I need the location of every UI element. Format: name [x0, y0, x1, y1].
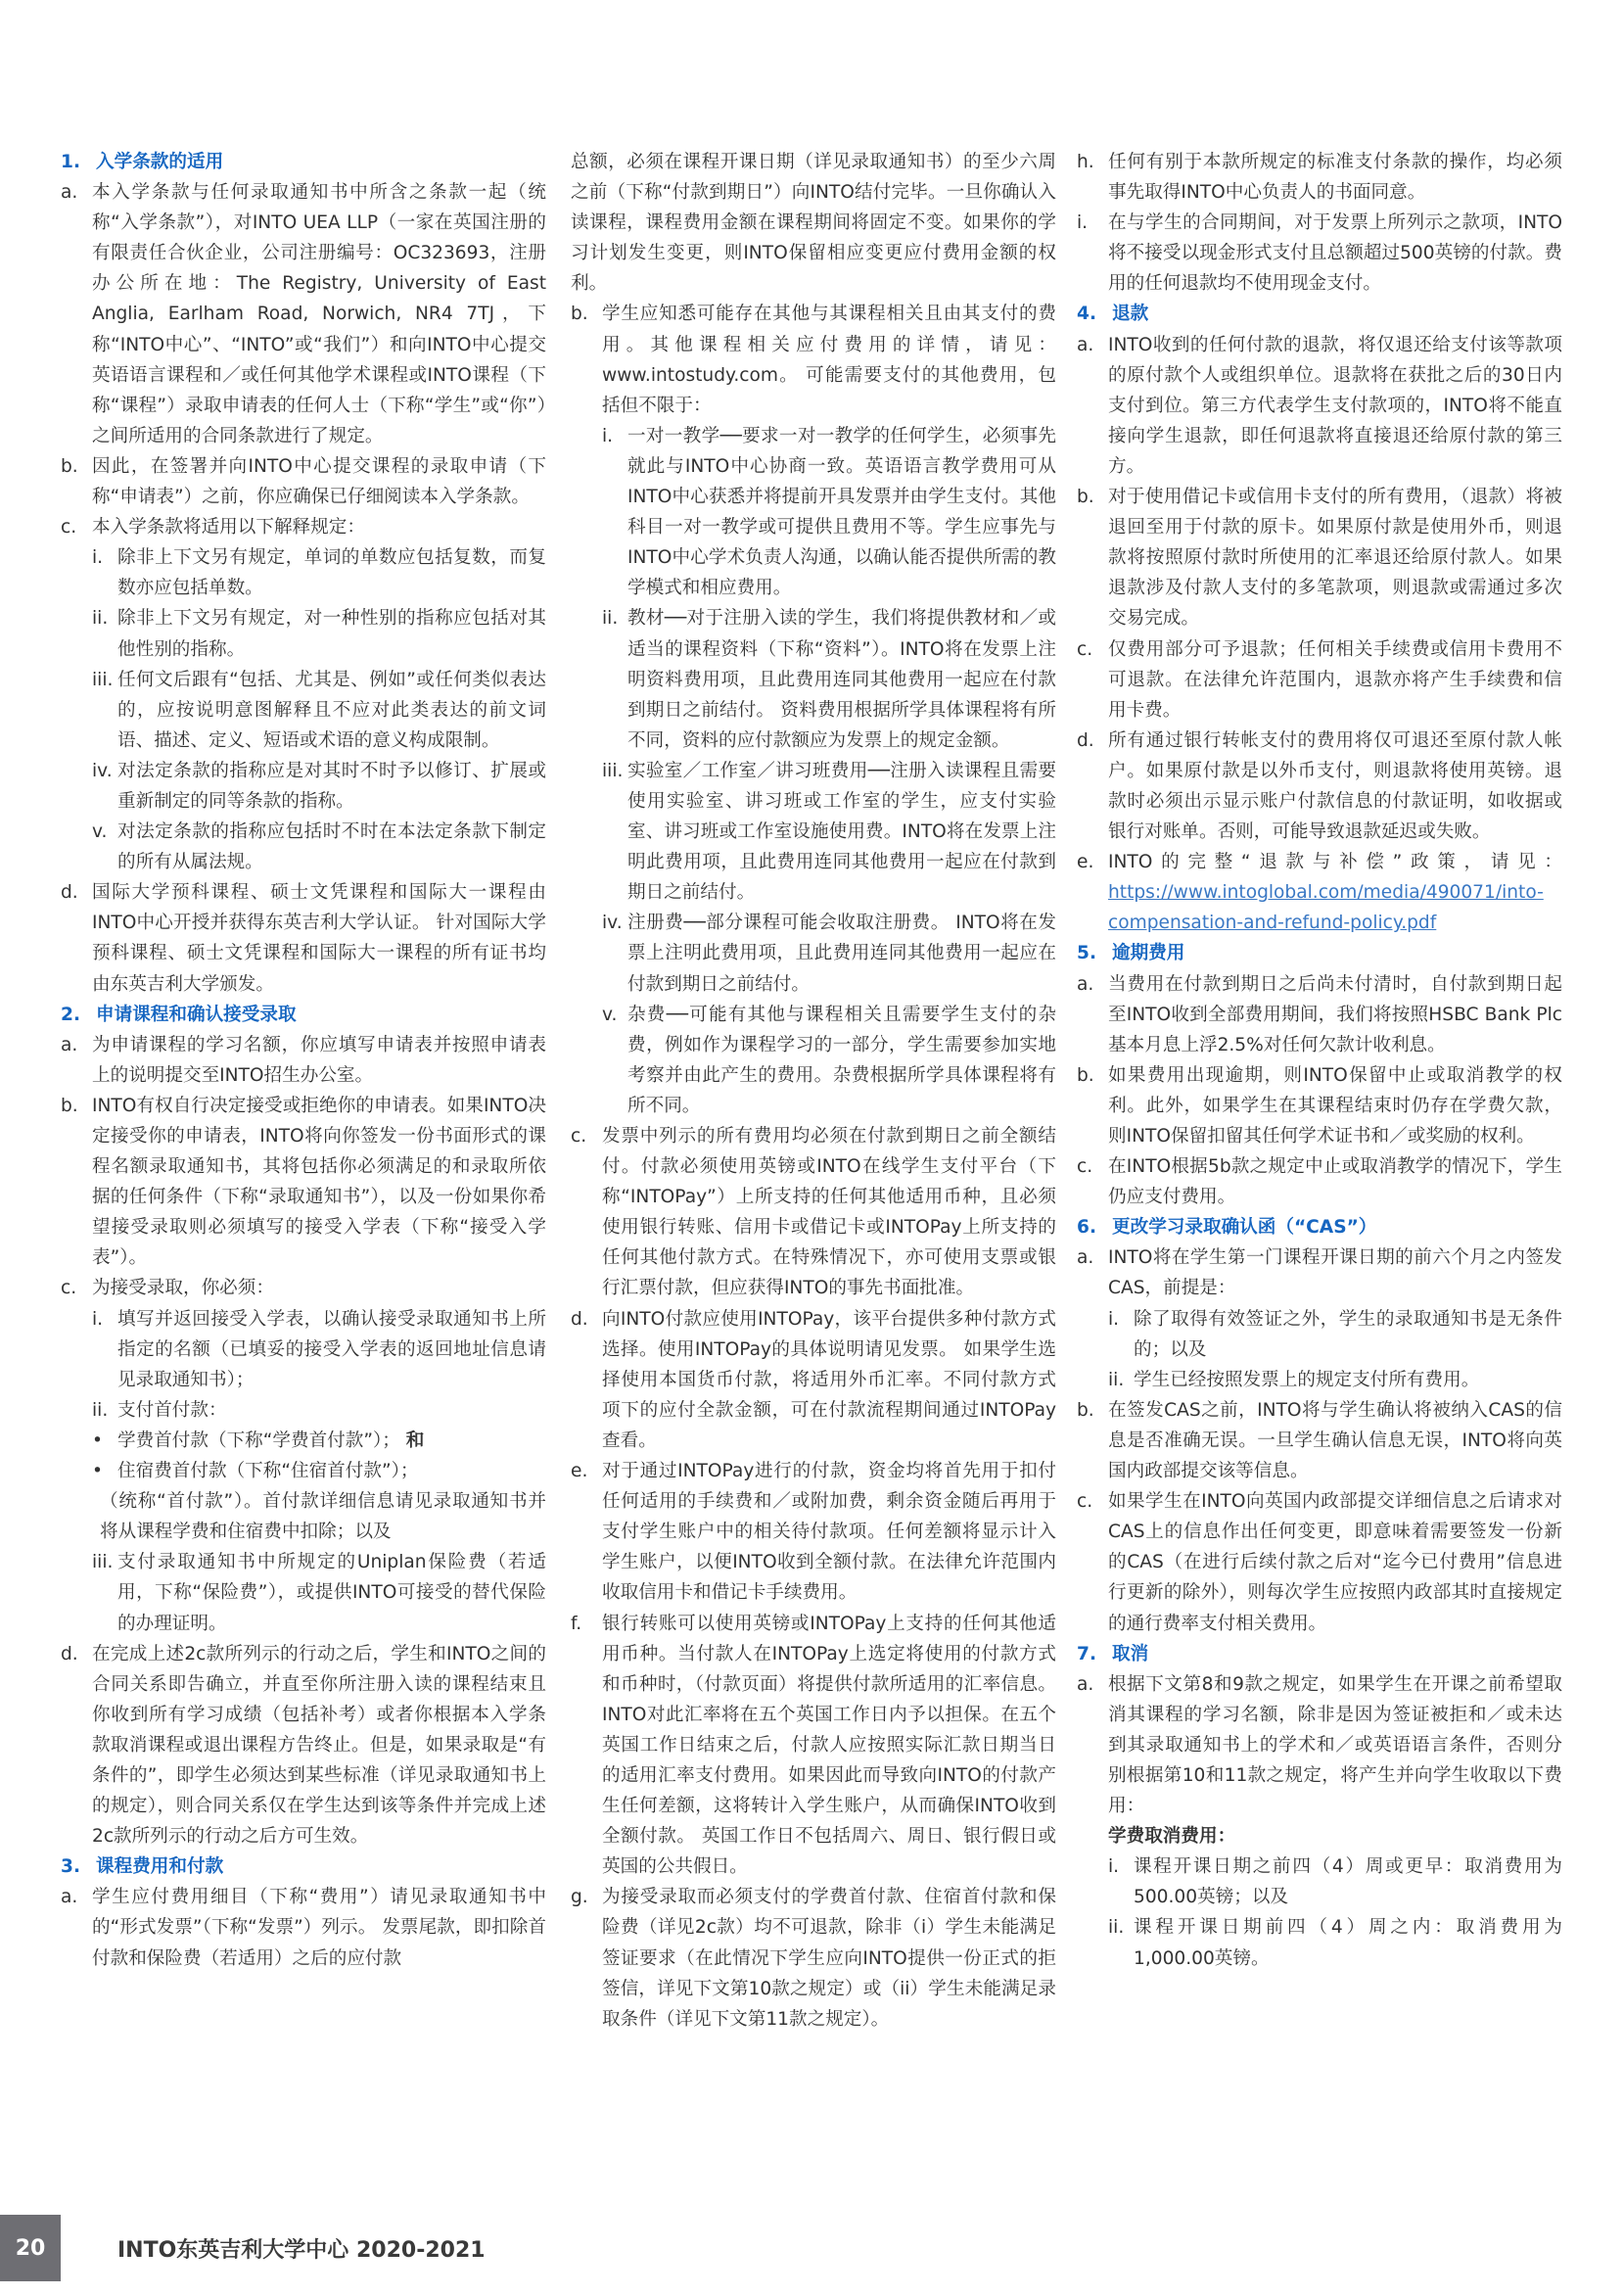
- clause-marker: b.: [571, 304, 588, 325]
- clause: [1077, 1060, 1562, 1151]
- clause-text: [117, 817, 546, 877]
- clause-marker: c.: [61, 1278, 77, 1299]
- clause-body: 支付录取通知书中所规定的Uniplan保险费（若适用，下称“保险费”），或提供INTO可接受的替代保险的办理证明。: [117, 1552, 546, 1634]
- clause: [1077, 969, 1562, 1060]
- clause-body: 一对一教学──要求一对一教学的任何学生，必须事先就此与INTO中心协商一致。英语语言教学费用可从INTO中心获悉并将提前开具发票并由学生支付。其他科目一对一教学或可提供且费用不等。学生应事先与INTO中心学术负责人沟通，以确认能否提供所需的教学模式和相应费用。: [627, 425, 1056, 599]
- clause: [1077, 208, 1562, 299]
- section-heading: [61, 1851, 546, 1882]
- clause-text: [1108, 726, 1562, 847]
- page-footer: [0, 2215, 979, 2281]
- clause: [1077, 1151, 1562, 1212]
- clause-body: 除了取得有效签证之外，学生的录取通知书是无条件的；以及: [1134, 1308, 1562, 1360]
- sub-clause: [1077, 1304, 1562, 1365]
- clause-marker: •: [92, 1429, 103, 1451]
- clause: [1077, 1486, 1562, 1638]
- clause-marker: ii.: [92, 608, 109, 630]
- clause: [1077, 1242, 1562, 1303]
- sub-clause: [571, 1000, 1056, 1121]
- clause-body: 学费首付款（下称“学费首付款”）；: [117, 1429, 400, 1451]
- section-number: 6.: [1077, 1217, 1097, 1239]
- clause-continuation: [61, 1486, 546, 1547]
- clause: [61, 1639, 546, 1852]
- clause-marker: ii.: [1108, 1369, 1125, 1390]
- clause-text: [117, 1456, 546, 1486]
- clause-text: [602, 1456, 1056, 1608]
- policy-link[interactable]: https://www.intoglobal.com/media/490071/into-compensation-and-refund-policy.pdf: [1108, 882, 1544, 934]
- sub-clause: [61, 756, 546, 817]
- clause-marker: i.: [1108, 1856, 1120, 1878]
- section-title: 取消: [1112, 1643, 1149, 1664]
- clause-continuation: [571, 147, 1056, 299]
- clause-marker: v.: [602, 1004, 618, 1025]
- clause-marker: b.: [61, 455, 78, 477]
- column-3: [1077, 147, 1562, 1974]
- clause-text: [117, 1426, 546, 1456]
- clause-text: [627, 603, 1056, 755]
- clause-text: [117, 542, 546, 603]
- clause: [571, 1304, 1056, 1456]
- clause-body: INTO将在学生第一门课程开课日期的前六个月之内签发CAS，前提是：: [1108, 1247, 1562, 1299]
- clause-body: 填写并返回接受入学表，以确认接受录取通知书上所指定的名额（已填妥的接受入学表的返回地址信息请见录取通知书）；: [117, 1308, 546, 1390]
- clause: [61, 1091, 546, 1274]
- clause-marker: d.: [61, 1643, 78, 1664]
- section-title: 入学条款的适用: [96, 152, 224, 172]
- section-heading: [1077, 1212, 1562, 1242]
- section-number: 5.: [1077, 943, 1097, 964]
- clause-text: [92, 1639, 546, 1852]
- clause-text: [1108, 1151, 1562, 1212]
- clause-marker: ii.: [1108, 1917, 1125, 1939]
- clause-text: [92, 177, 546, 451]
- clause-text: [92, 451, 546, 512]
- fee-item: [1077, 1912, 1562, 1973]
- clause-marker: i.: [92, 547, 104, 569]
- clause: [1077, 330, 1562, 482]
- clause: [571, 1609, 1056, 1883]
- clause-body: 发票中列示的所有费用均必须在付款到期日之前全额结付。付款必须使用英镑或INTO在线学生支付平台（下称“INTOPay”）上所支持的任何其他适用币种，且必须使用银行转账、信用卡或借记卡或INTOPay上所支持的任何其他付款方式。在特殊情况下，亦可使用支票或银行汇票付款，但应获得INTO的事先书面批准。: [602, 1126, 1056, 1299]
- clause-text: [1108, 482, 1562, 633]
- clause-body: 住宿费首付款（下称“住宿首付款”）；: [117, 1461, 419, 1482]
- clause-marker: v.: [92, 821, 108, 843]
- section-number: 2.: [61, 1004, 81, 1025]
- fee-item: [1077, 1851, 1562, 1912]
- clause-text: [92, 512, 546, 542]
- clause-marker: a.: [61, 182, 78, 204]
- clause-text: [92, 877, 546, 999]
- clause-body: 课程开课日期之前四（4）周或更早：取消费用为500.00英镑；以及: [1134, 1856, 1562, 1908]
- clause: [1077, 847, 1562, 938]
- section-heading: [1077, 299, 1562, 329]
- clause-text: [1134, 1851, 1562, 1912]
- clause-body: 学生应付费用细目（下称“费用”）请见录取通知书中的“形式发票”（下称“发票”）列示。 发票尾款，即扣除首付款和保险费（若适用）之后的应付款: [92, 1887, 546, 1969]
- clause-body: 实验室／工作室／讲习班费用──注册入读课程且需要使用实验室、讲习班或工作室的学生，应支付实验室、讲习班或工作室设施使用费。INTO将在发票上注明此费用项，且此费用连同其他费用一起应在付款到期日之前结付。: [627, 760, 1056, 904]
- clause-text: [1108, 1486, 1562, 1638]
- clause-body: 教材──对于注册入读的学生，我们将提供教材和／或适当的课程资料（下称“资料”）。INTO将在发票上注明资料费用项，且此费用连同其他费用一起应在付款到期日之前结付。 资料费用根据所学具体课程将有所不同，资料的应付款额应为发票上的规定金额。: [627, 608, 1056, 751]
- clause-marker: b.: [1077, 1064, 1094, 1086]
- clause-marker: f.: [571, 1613, 582, 1634]
- page-number: 20: [0, 2215, 61, 2281]
- section-title: 申请课程和确认接受录取: [96, 1004, 297, 1025]
- clause-marker: b.: [61, 1095, 78, 1116]
- clause-marker: a.: [61, 1034, 78, 1055]
- clause-marker: d.: [1077, 729, 1094, 751]
- clause-marker: ii.: [602, 608, 619, 630]
- clause-marker: ii.: [92, 1399, 109, 1421]
- column-content: [571, 147, 1056, 2035]
- clause: [61, 451, 546, 512]
- clause-marker: d.: [571, 1308, 588, 1330]
- clause-body: 支付首付款：: [117, 1399, 227, 1421]
- clause: [61, 177, 546, 451]
- clause-body: 如果学生在INTO向英国内政部提交详细信息之后请求对CAS上的信息作出任何变更，即意味着需要签发一份新的CAS（在进行后续付款之后对“迄今已付费用”信息进行更新的除外），则每次学生应按照内政部其时直接规定的通行费率支付相关费用。: [1108, 1491, 1562, 1634]
- clause-marker: b.: [1077, 487, 1094, 508]
- clause-text: [1108, 634, 1562, 726]
- clause-body: 学生已经按照发票上的规定支付所有费用。: [1134, 1369, 1480, 1390]
- section-number: 1.: [61, 152, 81, 172]
- clause-body: 银行转账可以使用英镑或INTOPay上支持的任何其他适用币种。当付款人在INTOPay上选定将使用的付款方式和币种时，（付款页面）将提供付款所适用的汇率信息。INTO对此汇率将在五个英国工作日内予以担保。在五个英国工作日结束之后，付款人应按照实际汇款日期当日的适用汇率支付费用。如果因此而导致向INTO的付款产生任何差额，这将转计入学生账户，从而确保INTO收到全额付款。 英国工作日不包括周六、周日、银行假日或英国的公共假日。: [602, 1613, 1056, 1878]
- clause-marker: e.: [571, 1461, 588, 1482]
- clause-body: 如果费用出现逾期，则INTO保留中止或取消教学的权利。此外，如果学生在其课程结束时仍存在学费欠款，则INTO保留扣留其任何学术证书和／或奖励的权利。: [1108, 1064, 1562, 1147]
- clause-marker: a.: [1077, 1673, 1094, 1695]
- section-heading: [61, 1000, 546, 1030]
- clause-body: 根据下文第8和9款之规定，如果学生在开课之前希望取消其课程的学习名额，除非是因为签证被拒和／或未达到其录取通知书上的学术和／或英语语言条件，否则分别根据第10和11款之规定，将产生并向学生收取以下费用：: [1108, 1673, 1562, 1817]
- clause: [1077, 482, 1562, 633]
- clause-body: INTO的完整“退款与补偿”政策，请见：: [1108, 852, 1562, 873]
- clause-marker: [92, 1486, 100, 1547]
- subheading: 学费取消费用：: [1108, 1826, 1236, 1848]
- clause-text: [100, 1486, 546, 1547]
- clause-body: 本入学条款与任何录取通知书中所含之条款一起（统称“入学条款”），对INTO UEA LLP（一家在英国注册的有限责任合伙企业，公司注册编号：OC323693，注册办公所在地：The Registry, University of East Anglia, Earlham Road, Norwich, NR4 7TJ，下称“INTO中心”、“INTO”或“我们”）和向INTO中心提交英语语言课程和／或任何其他学术课程或INTO课程（下称“课程”）录取申请表的任何人士（下称“学生”或“你”）之间所适用的合同条款进行了规定。: [92, 182, 546, 446]
- clause-body: 为申请课程的学习名额，你应填写申请表并按照申请表上的说明提交至INTO招生办公室。: [92, 1034, 546, 1086]
- clause-body: 本入学条款将适用以下解释规定：: [92, 517, 365, 539]
- clause-marker: iii.: [602, 760, 624, 781]
- clause-marker: iv.: [602, 913, 623, 934]
- clause-text: [92, 1882, 546, 1973]
- clause-marker: a.: [1077, 1247, 1094, 1269]
- clause-body: 对法定条款的指称应包括时不时在本法定条款下制定的所有从属法规。: [117, 821, 546, 873]
- clause-marker: c.: [571, 1126, 587, 1147]
- clause: [61, 1273, 546, 1303]
- clause-marker: c.: [61, 517, 77, 539]
- clause-text: [1108, 1060, 1562, 1151]
- clause-body: 仅费用部分可予退款；任何相关手续费或信用卡费用不可退款。在法律允许范围内，退款亦将产生手续费和信用卡费。: [1108, 638, 1562, 721]
- clause-marker: •: [92, 1461, 103, 1482]
- clause-marker: d.: [61, 882, 78, 904]
- clause-text: [1108, 208, 1562, 299]
- clause-marker: c.: [1077, 1156, 1093, 1178]
- clause-text: [627, 756, 1056, 908]
- clause-text: [117, 756, 546, 817]
- clause-text: [1134, 1365, 1562, 1395]
- clause-text: [92, 1091, 546, 1274]
- clause: [61, 512, 546, 542]
- clause-body: 当费用在付款到期日之后尚未付清时，自付款到期日起至INTO收到全部费用期间，我们将按照HSBC Bank Plc基本月息上浮2.5%对任何欠款计收利息。: [1108, 973, 1562, 1055]
- clause-marker: c.: [1077, 1491, 1093, 1513]
- column-content: [1077, 147, 1562, 1974]
- clause-body: 在与学生的合同期间，对于发票上所列示之款项，INTO将不接受以现金形式支付且总额超过500英镑的付款。费用的任何退款均不使用现金支付。: [1108, 212, 1562, 295]
- clause: [61, 1030, 546, 1091]
- clause-text: [1108, 147, 1562, 208]
- clause-text: [602, 1304, 1056, 1456]
- clause-marker: a.: [61, 1887, 78, 1908]
- clause-text: [117, 1304, 546, 1395]
- clause: [61, 877, 546, 999]
- column-content: [61, 147, 546, 1974]
- clause-marker: iii.: [92, 1552, 114, 1573]
- clause-body: 在完成上述2c款所列示的行动之后，学生和INTO之间的合同关系即告确立，并直至你所注册入读的课程结束且你收到所有学习成绩（包括补考）或者你根据本入学条款取消课程或退出课程方告终止。但是，如果录取是“有条件的”，即学生必须达到某些标准（详见录取通知书上的规定），则合同关系仅在学生达到该等条件并完成上述2c款所列示的行动之后方可生效。: [92, 1643, 546, 1848]
- clause-body: 为接受录取而必须支付的学费首付款、住宿首付款和保险费（详见2c款）均不可退款，除非（i）学生未能满足签证要求（在此情况下学生应向INTO提供一份正式的拒签信，详见下文第10款之规定）或（ii）学生未能满足录取条件（详见下文第11款之规定）。: [602, 1887, 1056, 2030]
- clause-text: [1108, 969, 1562, 1060]
- section-number: 4.: [1077, 304, 1097, 325]
- sub-clause: [61, 603, 546, 664]
- clause-body: 注册费──部分课程可能会收取注册费。 INTO将在发票上注明此费用项，且此费用连同其他费用一起应在付款到期日之前结付。: [627, 913, 1056, 995]
- clause-body: 因此，在签署并向INTO中心提交课程的录取申请（下称“申请表”）之前，你应确保已仔细阅读本入学条款。: [92, 455, 546, 508]
- sub-clause: [571, 603, 1056, 755]
- clause: [1077, 726, 1562, 847]
- clause-marker: iii.: [92, 669, 114, 690]
- clause-body: （统称“首付款”）。首付款详细信息请见录取通知书并将从课程学费和住宿费中扣除；以及: [100, 1491, 546, 1543]
- clause-text: [627, 908, 1056, 999]
- clause-body: 在签发CAS之前，INTO将与学生确认将被纳入CAS的信息是否准确无误。一旦学生确认信息无误，INTO将向英国内政部提交该等信息。: [1108, 1399, 1562, 1482]
- sub-clause: [61, 1547, 546, 1638]
- clause-body: 为接受录取，你必须：: [92, 1278, 274, 1299]
- section-title: 逾期费用: [1112, 943, 1185, 964]
- section-number: 7.: [1077, 1643, 1097, 1664]
- section-title: 退款: [1112, 304, 1149, 325]
- clause-text: [1134, 1912, 1562, 1973]
- clause-body: 除非上下文另有规定，单词的单数应包括复数，而复数亦应包括单数。: [117, 547, 546, 599]
- section-title: 课程费用和付款: [96, 1856, 224, 1878]
- clause-text: [117, 1395, 546, 1426]
- clause-marker: g.: [571, 1887, 588, 1908]
- clause-text: [117, 665, 546, 756]
- clause-body: 向INTO付款应使用INTOPay，该平台提供多种付款方式选择。使用INTOPay的具体说明请见发票。 如果学生选择使用本国货币付款，将适用外币汇率。不同付款方式项下的应付全款金额，可在付款流程期间通过INTOPay查看。: [602, 1308, 1056, 1451]
- clause-body: 所有通过银行转帐支付的费用将仅可退还至原付款人帐户。如果原付款是以外币支付，则退款将使用英镑。退款时必须出示显示账户付款信息的付款证明，如收据或银行对账单。否则，可能导致退款延迟或失败。: [1108, 729, 1562, 843]
- clause-body: 国际大学预科课程、硕士文凭课程和国际大一课程由INTO中心开授并获得东英吉利大学认证。 针对国际大学预科课程、硕士文凭课程和国际大一课程的所有证书均由东英吉利大学颁发。: [92, 882, 546, 995]
- column-1: [61, 147, 546, 1974]
- clause-marker: b.: [1077, 1399, 1094, 1421]
- clause-marker: i.: [1108, 1308, 1120, 1330]
- section-heading: [61, 147, 546, 177]
- clause-body: 任何文后跟有“包括、尤其是、例如”或任何类似表达的，应按说明意图解释且不应对此类表达的前文词语、描述、定义、短语或术语的意义构成限制。: [117, 669, 546, 751]
- clause-body: 除非上下文另有规定，对一种性别的指称应包括对其他性别的指称。: [117, 608, 546, 660]
- clause: [1077, 1669, 1562, 1821]
- clause: [571, 1456, 1056, 1608]
- sub-clause: [1077, 1365, 1562, 1395]
- section-heading: [1077, 938, 1562, 968]
- bullet-item: [61, 1456, 546, 1486]
- clause-text: 总额，必须在课程开课日期（详见录取通知书）的至少六周之前（下称“付款到期日”）向INTO结付完毕。一旦你确认入读课程，课程费用金额在课程期间将固定不变。如果你的学习计划发生变更，则INTO保留相应变更应付费用金额的权利。: [571, 152, 1056, 295]
- clause: [571, 1882, 1056, 2034]
- section-heading: [1077, 1639, 1562, 1669]
- clause: [571, 1121, 1056, 1304]
- clause-text: [1108, 1669, 1562, 1821]
- clause-marker: iv.: [92, 760, 113, 781]
- clause-marker: i.: [92, 1308, 104, 1330]
- bullet-item: [61, 1426, 546, 1456]
- column-2: [571, 147, 1056, 2035]
- clause-marker: a.: [1077, 334, 1094, 355]
- clause-marker: c.: [1077, 638, 1093, 660]
- clause-body: 课程开课日期前四（4）周之内：取消费用为1,000.00英镑。: [1134, 1917, 1562, 1969]
- clause-text: [1108, 1395, 1562, 1486]
- clause-marker: i.: [602, 425, 614, 446]
- clause-body: 杂费──可能有其他与课程相关且需要学生支付的杂费，例如作为课程学习的一部分，学生需要参加实地考察并由此产生的费用。杂费根据所学具体课程将有所不同。: [627, 1004, 1056, 1116]
- sub-clause: [61, 665, 546, 756]
- clause: [1077, 147, 1562, 208]
- clause-body: 对法定条款的指称应是对其时不时予以修订、扩展或重新制定的同等条款的指称。: [117, 760, 546, 812]
- clause-marker: e.: [1077, 852, 1094, 873]
- clause-text: [1108, 330, 1562, 482]
- clause-text: [117, 1547, 546, 1638]
- clause-text: [1108, 1242, 1562, 1303]
- sub-clause: [61, 542, 546, 603]
- clause-body: INTO有权自行决定接受或拒绝你的申请表。如果INTO决定接受你的申请表，INTO将向你签发一份书面形式的课程名额录取通知书，其将包括你必须满足的和录取所依据的任何条件（下称“录取通知书”），以及一份如果你希望接受录取则必须填写的接受入学表（下称“接受入学表”）。: [92, 1095, 546, 1269]
- emphasis-text: 和: [405, 1429, 425, 1451]
- clause-body: 学生应知悉可能存在其他与其课程相关且由其支付的费用。其他课程相关应付费用的详情，请见：www.intostudy.com。 可能需要支付的其他费用，包括但不限于：: [602, 304, 1056, 416]
- clause: [61, 1882, 546, 1973]
- sub-clause: [571, 756, 1056, 908]
- clause: [1077, 634, 1562, 726]
- clause-text: [602, 1609, 1056, 1883]
- section-title: 更改学习录取确认函（“CAS”）: [1112, 1217, 1377, 1239]
- sub-clause: [61, 817, 546, 877]
- clause: [1077, 1395, 1562, 1486]
- sub-clause: [571, 421, 1056, 604]
- clause-text: [1108, 847, 1562, 938]
- clause-marker: i.: [1077, 212, 1089, 234]
- clause-text: [92, 1273, 546, 1303]
- clause-text: [627, 421, 1056, 604]
- clause-text: [627, 1000, 1056, 1121]
- clause-text: [117, 603, 546, 664]
- clause-body: INTO收到的任何付款的退款，将仅退还给支付该等款项的原付款个人或组织单位。退款将在获批之后的30日内支付到位。第三方代表学生支付款项的，INTO将不能直接向学生退款，即任何退款将直接退还给原付款的第三方。: [1108, 334, 1562, 477]
- sub-clause: [61, 1395, 546, 1426]
- clause-marker: a.: [1077, 973, 1094, 995]
- clause-text: [602, 1882, 1056, 2034]
- clause-body: 在INTO根据5b款之规定中止或取消教学的情况下，学生仍应支付费用。: [1108, 1156, 1562, 1208]
- clause: [571, 299, 1056, 420]
- sub-clause: [571, 908, 1056, 999]
- section-number: 3.: [61, 1856, 81, 1878]
- clause-text: [92, 1030, 546, 1091]
- clause-body: 任何有别于本款所规定的标准支付条款的操作，均必须事先取得INTO中心负责人的书面同意。: [1108, 152, 1562, 204]
- clause-body: 对于通过INTOPay进行的付款，资金均将首先用于扣付任何适用的手续费和／或附加费，剩余资金随后再用于支付学生账户中的相关待付款项。任何差额将显示计入学生账户，以便INTO收到全额付款。在法律允许范围内收取信用卡和借记卡手续费用。: [602, 1461, 1056, 1604]
- footer-title: INTO东英吉利大学中心 2020-2021: [117, 2238, 486, 2263]
- clause-body: 对于使用借记卡或信用卡支付的所有费用，（退款）将被退回至用于付款的原卡。如果原付款是使用外币，则退款将按照原付款时所使用的汇率退还给原付款人。如果退款涉及付款人支付的多笔款项，则退款或需通过多次交易完成。: [1108, 487, 1562, 630]
- sub-clause: [61, 1304, 546, 1395]
- clause-text: [602, 1121, 1056, 1304]
- clause-text: [602, 299, 1056, 420]
- clause-text: [1134, 1304, 1562, 1365]
- clause-marker: h.: [1077, 152, 1094, 172]
